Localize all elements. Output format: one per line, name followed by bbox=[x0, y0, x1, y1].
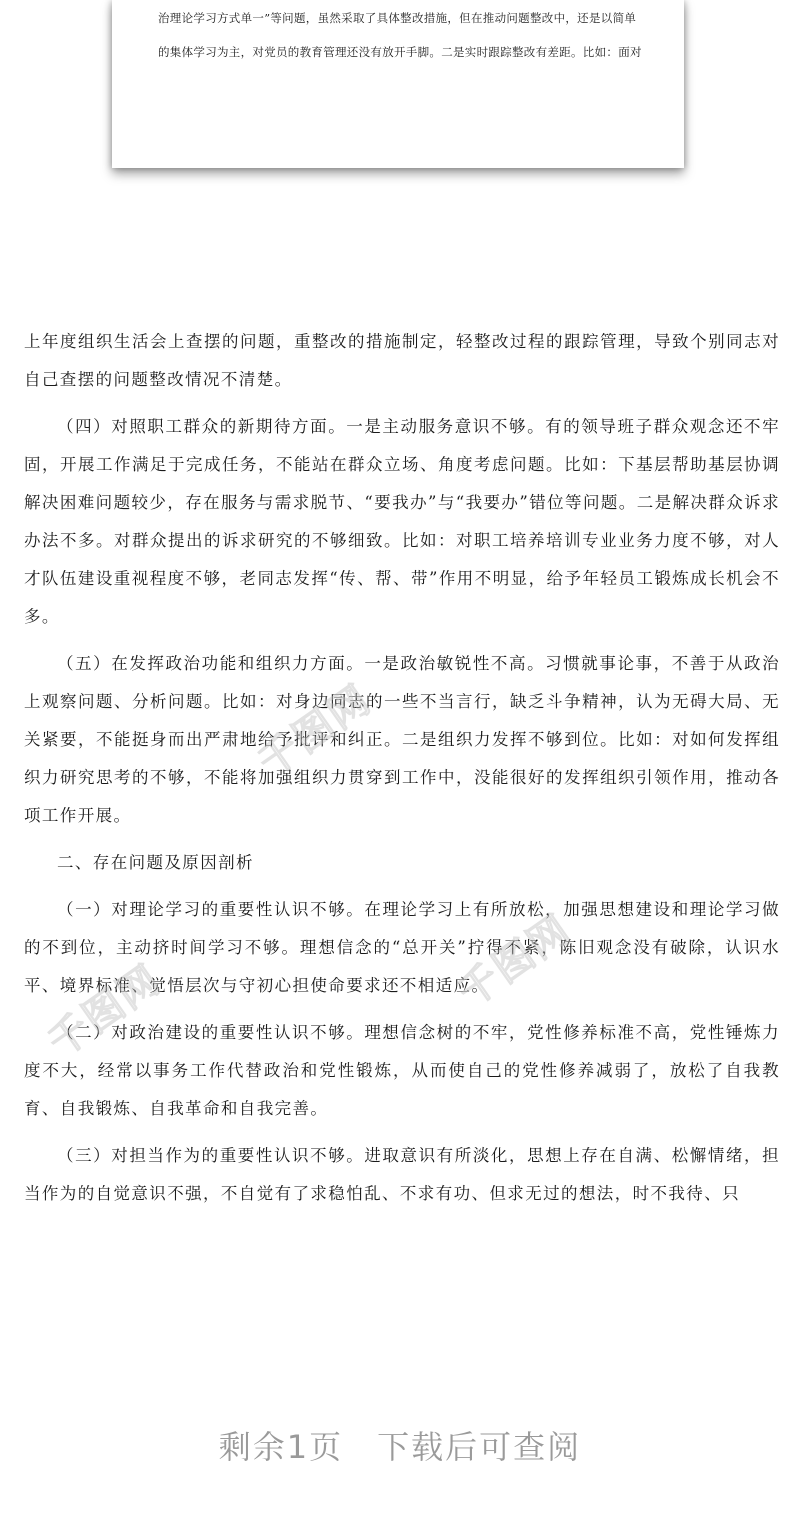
document-body bbox=[24, 323, 780, 1222]
paragraph-cause-1: （一）对理论学习的重要性认识不够。在理论学习上有所放松，加强思想建设和理论学习做的不到位，主动挤时间学习不够。理想信念的“总开关”拧得不紧，陈旧观念没有破除，认识水平、境界标准、觉悟层次与守初心担使命要求还不相适应。 bbox=[24, 900, 780, 995]
paragraph-section-5: （五）在发挥政治功能和组织力方面。一是政治敏锐性不高。习惯就事论事，不善于从政治上观察问题、分析问题。比如：对身边同志的一些不当言行，缺乏斗争精神，认为无碍大局、无关紧要，不能挺身而出严肃地给予批评和纠正。二是组织力发挥不够到位。比如：对如何发挥组织力研究思考的不够，不能将加强组织力贯穿到工作中，没能很好的发挥组织引领作用，推动各项工作开展。 bbox=[24, 654, 780, 825]
watermark: 千图网 bbox=[250, 676, 380, 787]
download-to-view-label[interactable]: 下载后可查阅 bbox=[377, 1428, 582, 1466]
preview-page-card bbox=[112, 0, 684, 168]
watermark: 千图网 bbox=[450, 906, 580, 1017]
paragraph-section-4: （四）对照职工群众的新期待方面。一是主动服务意识不够。有的领导班子群众观念还不牢固，开展工作满足于完成任务，不能站在群众立场、角度考虑问题。比如：下基层帮助基层协调解决困难问题较少，存在服务与需求脱节、“要我办”与“我要办”错位等问题。二是解决群众诉求办法不多。对群众提出的诉求研究的不够细致。比如：对职工培养培训专业业务力度不够，对人才队伍建设重视程度不够，老同志发挥“传、帮、带”作用不明显，给予年轻员工锻炼成长机会不多。 bbox=[24, 417, 780, 626]
download-prompt[interactable] bbox=[0, 1422, 800, 1468]
paragraph-cause-2: （二）对政治建设的重要性认识不够。理想信念树的不牢，党性修养标准不高，党性锤炼力度不大，经常以事务工作代替政治和党性锻炼，从而使自己的党性修养减弱了，放松了自我教育、自我锻炼、自我革命和自我完善。 bbox=[24, 1023, 780, 1118]
preview-line-2: 的集体学习为主，对党员的教育管理还没有放开手脚。二是实时跟踪整改有差距。比如：面对 bbox=[158, 45, 642, 59]
section-heading-2: 二、存在问题及原因剖析 bbox=[57, 853, 254, 872]
watermark: 千图网 bbox=[40, 956, 170, 1067]
preview-line-1: 治理论学习方式单一”等问题，虽然采取了具体整改措施，但在推动问题整改中，还是以简单 bbox=[158, 11, 637, 25]
remaining-pages-label: 剩余1页 bbox=[218, 1428, 344, 1466]
paragraph-continuation: 上年度组织生活会上查摆的问题，重整改的措施制定，轻整改过程的跟踪管理，导致个别同志对自己查摆的问题整改情况不清楚。 bbox=[24, 332, 780, 389]
paragraph-cause-3: （三）对担当作为的重要性认识不够。进取意识有所淡化，思想上存在自满、松懈情绪，担当作为的自觉意识不强，不自觉有了求稳怕乱、不求有功、但求无过的想法，时不我待、只 bbox=[24, 1146, 780, 1203]
